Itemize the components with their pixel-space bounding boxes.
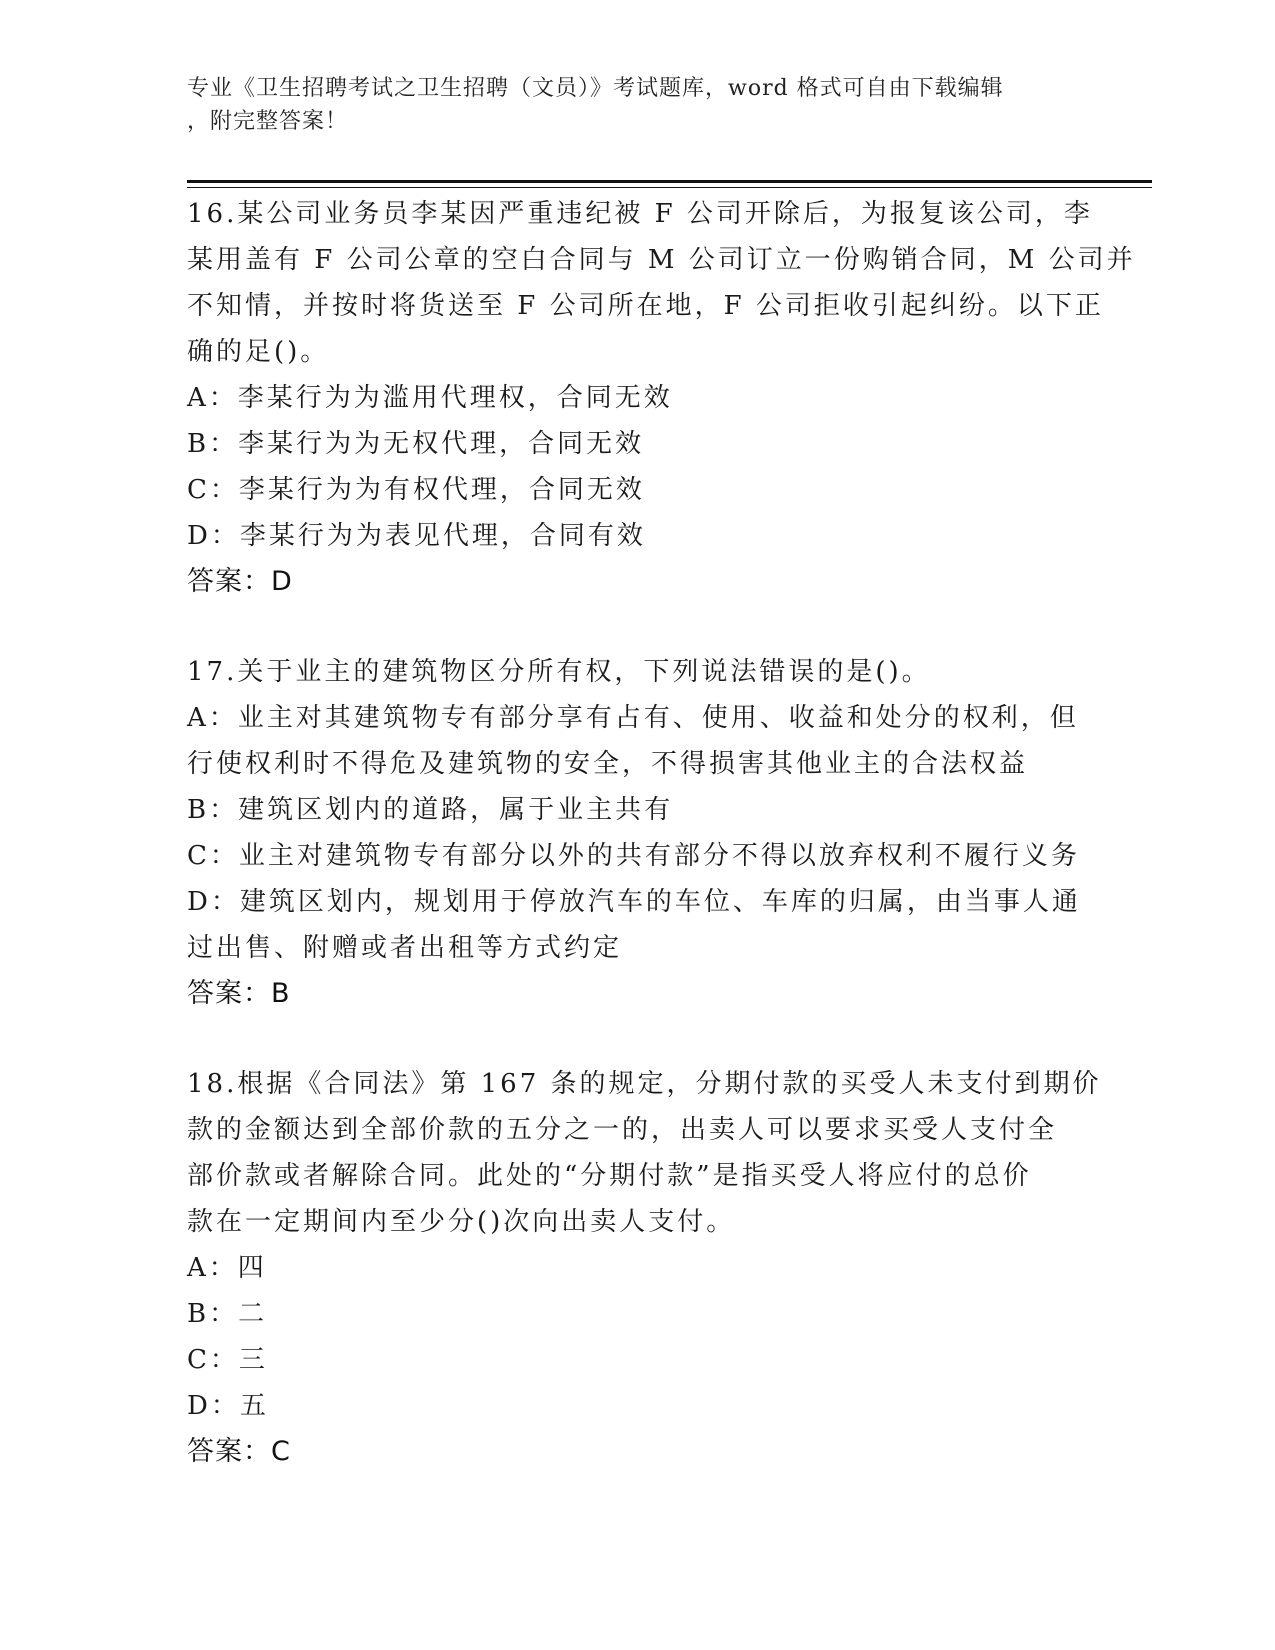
option-a: A：业主对其建筑物专有部分享有占有、使用、收益和处分的权利，但 <box>187 703 1079 733</box>
question-stem-line: 确的足()。 <box>187 337 330 367</box>
document-header <box>187 72 1077 138</box>
question-stem-line: 17.关于业主的建筑物区分所有权，下列说法错误的是()。 <box>187 657 931 687</box>
question-stem-line: 18.根据《合同法》第 167 条的规定，分期付款的买受人未支付到期价 <box>187 1069 1102 1099</box>
question-stem-line: 款在一定期间内至少分()次向出卖人支付。 <box>187 1207 736 1237</box>
option-d: D：李某行为为表见代理，合同有效 <box>187 521 646 551</box>
question-stem-line: 部价款或者解除合同。此处的“分期付款”是指买受人将应付的总价 <box>187 1161 1032 1191</box>
answer-label: 答案：B <box>187 978 291 1009</box>
header-divider-thin <box>187 187 1152 188</box>
option-b: B：二 <box>187 1299 268 1329</box>
option-b: B：建筑区划内的道路，属于业主共有 <box>187 795 674 825</box>
question-stem-line: 款的金额达到全部价款的五分之一的，出卖人可以要求买受人支付全 <box>187 1115 1058 1145</box>
question-18 <box>187 1061 1102 1475</box>
header-divider-thick <box>187 180 1152 183</box>
question-stem-line: 16.某公司业务员李某因严重违纪被 F 公司开除后，为报复该公司，李 <box>187 199 1093 229</box>
answer-label: 答案：C <box>187 1436 291 1467</box>
option-a-continued: 行使权利时不得危及建筑物的安全，不得损害其他业主的合法权益 <box>187 749 1029 779</box>
option-c: C：业主对建筑物专有部分以外的共有部分不得以放弃权利不履行义务 <box>187 841 1080 871</box>
question-stem-line: 某用盖有 F 公司公章的空白合同与 M 公司订立一份购销合同，M 公司并 <box>187 245 1136 275</box>
option-d-continued: 过出售、附赠或者出租等方式约定 <box>187 933 623 963</box>
option-a: A：四 <box>187 1253 267 1283</box>
option-d: D：建筑区划内，规划用于停放汽车的车位、车库的归属，由当事人通 <box>187 887 1081 917</box>
question-stem-line: 不知情，并按时将货送至 F 公司所在地，F 公司拒收引起纠纷。以下正 <box>187 291 1104 321</box>
option-b: B：李某行为为无权代理，合同无效 <box>187 429 645 459</box>
question-list <box>187 191 1136 1519</box>
option-c: C：李某行为为有权代理，合同无效 <box>187 475 645 505</box>
option-d: D：五 <box>187 1391 269 1421</box>
header-line-1: 专业《卫生招聘考试之卫生招聘（文员）》考试题库，word 格式可自由下载编辑 <box>187 76 1004 101</box>
question-17 <box>187 649 1087 1017</box>
option-c: C：三 <box>187 1345 268 1375</box>
question-16 <box>187 191 1136 605</box>
answer-label: 答案：D <box>187 566 293 597</box>
header-line-2: ，附完整答案！ <box>187 109 349 134</box>
option-a: A：李某行为为滥用代理权，合同无效 <box>187 383 673 413</box>
